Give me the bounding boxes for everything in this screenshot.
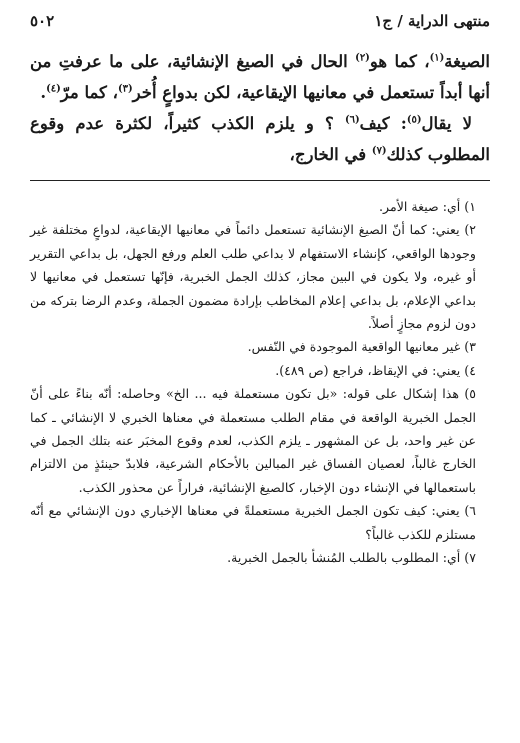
footnote-marker: (١) (429, 52, 445, 64)
main-text (30, 46, 490, 170)
footnote-marker: (٢) (355, 52, 370, 64)
main-text-segment: الصيغة (444, 52, 490, 71)
footnote-1: ١) أي: صيغة الأمر. (379, 199, 476, 214)
footnote-separator (30, 180, 490, 181)
footnote-2: ٢) يعني: كما أنّ الصيغ الإنشائية تستعمل دائماً في معانيها الإيقاعية، لدواعٍ مختلفة غير وجودها الواقعي، كإنشاء الاستفهام لا بداعي طلب العلم ورفع الجهل، بل بداعي التقرير أو غيره، ولا يكون في البين مجاز، كذلك الجمل الخبرية، فإنّها تستعمل في معانيها لا بداعي الإعلام، بل بداعي إعلام المخاطب بإرادة مضمون الجملة، وعدم الرضا بتركه من دون لزوم مجازٍ أصلاً. (30, 222, 476, 332)
footnote-marker: (٧) (371, 145, 387, 157)
footnote-marker: (٥) (406, 114, 422, 126)
footnote-marker: (٣) (117, 83, 133, 95)
footnote-7: ٧) أي: المطلوب بالطلب المُنشأ بالجمل الخبرية. (227, 550, 476, 566)
main-text-segment: ، كما مرّ (60, 83, 118, 102)
main-text-segment: ؟ و يلزم الكذب كثيراً، لكثرة عدم وقوع المطلوب كذلك (30, 114, 490, 164)
footnote-3: ٣) غير معانيها الواقعية الموجودة في النّفس. (247, 339, 476, 355)
running-title: منتهى الدراية / ج١ (374, 12, 490, 30)
main-text-segment: لا يقال (421, 114, 473, 133)
footnote-marker: (٦) (344, 114, 360, 126)
main-text-segment: الحال في الصيغ الإنشائية، على ما عرفتِ من أنها أبداً تستعمل في معانيها الإيقاعية، لكن بدواعٍ أُخر (30, 52, 490, 102)
footnote-marker: (٤) (46, 83, 61, 95)
page-header (30, 12, 490, 40)
page-number: ٥٠٢ (30, 12, 55, 30)
main-paragraph-2 (30, 108, 490, 170)
main-text-segment: . (40, 83, 47, 102)
main-text-segment: ، كما هو (369, 52, 430, 71)
main-text-segment: في الخارج، (289, 145, 367, 164)
main-text-segment: : كيف (359, 114, 407, 133)
footnote-4: ٤) يعني: في الإيقاظ، فراجع (ص ٤٨٩). (275, 362, 476, 378)
main-paragraph-1 (30, 46, 490, 108)
footnote-6: ٦) يعني: كيف تكون الجمل الخبرية مستعملةً في معناها الإخباري دون الإنشائي مع أنّه مستلزم للكذب غالباً؟ (30, 503, 476, 542)
footnote-5: ٥) هذا إشكال على قوله: «بل تكون مستعملة فيه ... الخ» وحاصله: أنّه بناءً على أنّ الجمل الخبرية الواقعة في مقام الطلب مستعملة في معناها الخبري لا الإنشائي ـ كما عن غير واحد، بل عن المشهور ـ يلزم الكذب، لعدم وقوع المخبَر عنه بتلك الجمل في الخارج غالباً، لعصيان الفساق غير المبالين بالأحكام الشرعية، فلابدّ حينئذٍ من الالتزام باستعمالها في الإنشاء دون الإخبار، كالصيغ الإنشائية، فراراً عن محذور الكذب. (30, 386, 476, 495)
footnotes (30, 195, 490, 570)
